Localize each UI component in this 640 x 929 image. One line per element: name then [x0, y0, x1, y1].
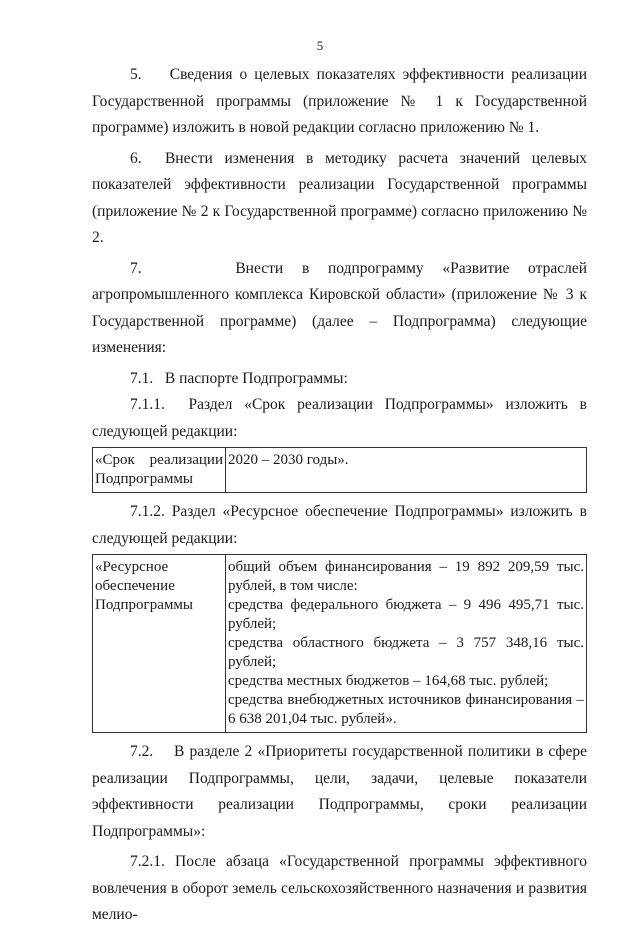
paragraph-7-1: 7.1. В паспорте Подпрограммы: [130, 369, 348, 387]
funding-federal-line: средства федерального бюджета – 9 496 495,71 тыс. рублей; [228, 597, 584, 632]
paragraph-7: 7. Внести в подпрограмму «Развитие отраслей агропромышленного комплекса Кировской области» (приложение № 3 к Государственной программе) (далее – Подпрограмма) следующие изменения: [92, 259, 587, 356]
table-row [93, 555, 587, 733]
page-number: 5 [316, 38, 324, 53]
paragraph-6: 6. Внести изменения в методику расчета значений целевых показателей эффективности реализации Государственной программы (приложение № 2 к Государственной программе) согласно приложению № 2. [92, 149, 587, 246]
term-table [92, 447, 587, 493]
funding-total-line: общий объем финансирования – 19 892 209,59 тыс. рублей, в том числе: [228, 559, 584, 594]
paragraph-5: 5. Сведения о целевых показателях эффективности реализации Государственной программы (приложение № 1 к Государственной программе) изложить в новой редакции согласно приложению № 1. [92, 66, 587, 136]
resources-label-cell: «Ресурсное обеспечение Подпрограммы [93, 555, 226, 733]
resources-table [92, 554, 587, 733]
term-label-cell: «Срок реализации Подпрограммы [93, 448, 226, 493]
paragraph-7-1-2: 7.1.2. Раздел «Ресурсное обеспечение Подпрограммы» изложить в следующей редакции: [92, 503, 587, 547]
table-row [93, 448, 587, 493]
document-body [92, 62, 587, 929]
funding-local-line: средства местных бюджетов – 164,68 тыс. рублей; [228, 673, 549, 689]
funding-extrabudgetary-line: средства внебюджетных источников финансирования – 6 638 201,04 тыс. рублей». [228, 692, 584, 727]
paragraph-7-2-1: 7.2.1. После абзаца «Государственной программы эффективного вовлечения в оборот земель сельскохозяйственного назначения и развития мелио- [92, 853, 587, 923]
resources-value-cell [226, 555, 587, 733]
term-value-cell: 2020 – 2030 годы». [226, 448, 587, 493]
funding-regional-line: средства областного бюджета – 3 757 348,16 тыс. рублей; [228, 635, 584, 670]
paragraph-7-1-1: 7.1.1. Раздел «Срок реализации Подпрограммы» изложить в следующей редакции: [92, 396, 587, 440]
paragraph-7-2: 7.2. В разделе 2 «Приоритеты государственной политики в сфере реализации Подпрограммы, цели, задачи, целевые показатели эффективности реализации Подпрограммы, сроки реализации Подпрограммы»: [92, 743, 587, 840]
